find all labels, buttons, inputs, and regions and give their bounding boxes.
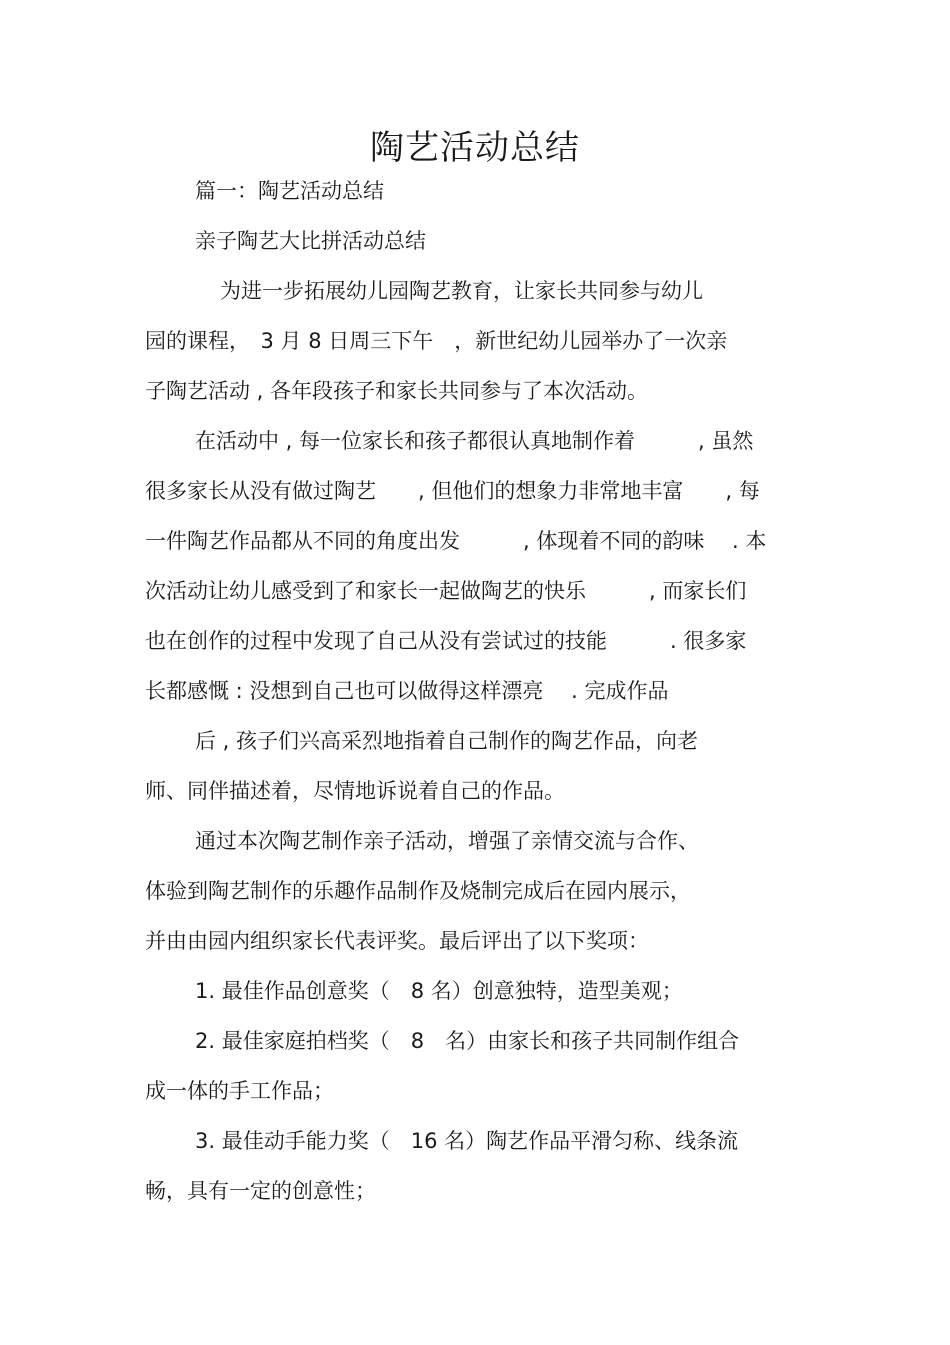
paragraph-line: 园的课程， 3 月 8 日周三下午 ，新世纪幼儿园举办了一次亲	[145, 329, 728, 353]
paragraph-line: 后 , 孩子们兴高采烈地指着自己制作的陶艺作品，向老	[195, 729, 699, 753]
paragraph-line: 通过本次陶艺制作亲子活动，增强了亲情交流与合作、	[195, 829, 699, 853]
paragraph-line: 也在创作的过程中发现了自己从没有尝试过的技能 . 很多家	[145, 629, 747, 653]
award-item-continuation: 畅，具有一定的创意性；	[145, 1179, 376, 1203]
paragraph-line: 子陶艺活动 , 各年段孩子和家长共同参与了本次活动。	[145, 379, 649, 403]
paragraph-line: 师、同伴描述着，尽情地诉说着自己的作品。	[145, 779, 565, 803]
paragraph-line: 在活动中 , 每一位家长和孩子都很认真地制作着 , 虽然	[195, 429, 754, 453]
award-item: 3. 最佳动手能力奖（ 16 名）陶艺作品平滑匀称、线条流	[195, 1129, 739, 1153]
paragraph-line: 为进一步拓展幼儿园陶艺教育，让家长共同参与幼儿	[220, 279, 703, 303]
paragraph-line: 一件陶艺作品都从不同的角度出发 , 体现着不同的韵味 . 本	[145, 529, 767, 553]
award-item: 1. 最佳作品创意奖（ 8 名）创意独特，造型美观；	[195, 979, 683, 1003]
paragraph-line: 长都感慨 : 没想到自己也可以做得这样漂亮 . 完成作品	[145, 679, 669, 703]
paragraph-line: 体验到陶艺制作的乐趣作品制作及烧制完成后在园内展示，	[145, 879, 691, 903]
section-heading: 篇一：陶艺活动总结	[195, 179, 384, 203]
paragraph-line: 次活动让幼儿感受到了和家长一起做陶艺的快乐 , 而家长们	[145, 579, 747, 603]
award-item: 2. 最佳家庭拍档奖（ 8 名）由家长和孩子共同制作组合	[195, 1029, 740, 1053]
paragraph-line: 很多家长从没有做过陶艺 , 但他们的想象力非常地丰富 , 每	[145, 479, 760, 503]
subtitle: 亲子陶艺大比拼活动总结	[195, 229, 426, 253]
award-item-continuation: 成一体的手工作品；	[145, 1079, 334, 1103]
paragraph-line: 并由由园内组织家长代表评奖。最后评出了以下奖项：	[145, 929, 649, 953]
document-title: 陶艺活动总结	[370, 128, 580, 168]
